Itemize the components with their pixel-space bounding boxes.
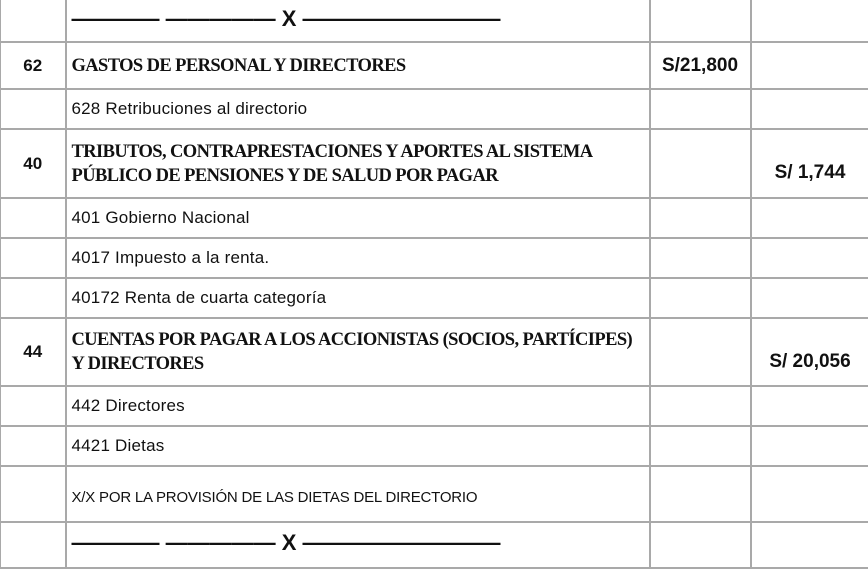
debit-amount <box>650 0 751 42</box>
credit-amount <box>751 278 868 318</box>
account-title-line2: PÚBLICO DE PENSIONES Y DE SALUD POR PAGAR <box>72 164 643 188</box>
subaccount-label: 401 Gobierno Nacional <box>72 208 643 228</box>
credit-amount <box>751 386 868 426</box>
entry-gloss: X/X POR LA PROVISIÓN DE LAS DIETAS DEL DIRECTORIO <box>72 483 643 506</box>
debit-amount <box>650 466 751 522</box>
subaccount-label: 628 Retribuciones al directorio <box>72 99 643 119</box>
subaccount-cell <box>66 278 650 318</box>
account-title: GASTOS DE PERSONAL Y DIRECTORES <box>72 54 643 78</box>
table-row <box>1 278 868 318</box>
account-title-line2: Y DIRECTORES <box>72 352 643 376</box>
table-row <box>1 0 868 42</box>
credit-amount <box>751 89 868 129</box>
account-code <box>1 278 66 318</box>
subaccount-label: 4017 Impuesto a la renta. <box>72 248 643 268</box>
debit-amount <box>650 278 751 318</box>
account-code <box>1 386 66 426</box>
subaccount-label: 4421 Dietas <box>72 436 643 456</box>
table-row <box>1 129 868 198</box>
account-code: 44 <box>1 318 66 386</box>
subaccount-label: 40172 Renta de cuarta categoría <box>72 288 643 308</box>
debit-amount <box>650 426 751 466</box>
subaccount-cell <box>66 386 650 426</box>
subaccount-label: 442 Directores <box>72 396 643 416</box>
debit-amount <box>650 522 751 568</box>
subaccount-cell <box>66 426 650 466</box>
subaccount-cell <box>66 89 650 129</box>
account-description-cell <box>66 318 650 386</box>
account-code <box>1 522 66 568</box>
entry-separator-cell <box>66 522 650 568</box>
subaccount-cell <box>66 238 650 278</box>
account-description-cell <box>66 42 650 89</box>
debit-amount <box>650 238 751 278</box>
credit-amount <box>751 0 868 42</box>
table-row <box>1 89 868 129</box>
account-code <box>1 198 66 238</box>
table-row <box>1 426 868 466</box>
table-row <box>1 318 868 386</box>
credit-amount <box>751 466 868 522</box>
debit-amount <box>650 318 751 386</box>
account-code <box>1 426 66 466</box>
credit-amount <box>751 42 868 89</box>
account-title-line1: TRIBUTOS, CONTRAPRESTACIONES Y APORTES AL SISTEMA <box>72 140 643 164</box>
entry-separator: ———— ————— X ————————— <box>72 6 643 32</box>
credit-amount <box>751 522 868 568</box>
debit-amount <box>650 198 751 238</box>
entry-separator: ———— ————— X ————————— <box>72 530 643 556</box>
debit-amount <box>650 386 751 426</box>
debit-amount: S/21,800 <box>650 42 751 89</box>
table-row <box>1 522 868 568</box>
table-row <box>1 42 868 89</box>
account-code <box>1 466 66 522</box>
account-code: 40 <box>1 129 66 198</box>
table-row <box>1 198 868 238</box>
debit-amount <box>650 129 751 198</box>
account-title-line1: CUENTAS POR PAGAR A LOS ACCIONISTAS (SOCIOS, PARTÍCIPES) <box>72 328 643 352</box>
account-code: 62 <box>1 42 66 89</box>
gloss-cell <box>66 466 650 522</box>
credit-amount <box>751 426 868 466</box>
table-row <box>1 386 868 426</box>
credit-amount: S/ 20,056 <box>751 318 868 386</box>
account-description-cell <box>66 129 650 198</box>
credit-amount: S/ 1,744 <box>751 129 868 198</box>
credit-amount <box>751 238 868 278</box>
account-code <box>1 89 66 129</box>
table-row <box>1 238 868 278</box>
credit-amount <box>751 198 868 238</box>
account-code <box>1 238 66 278</box>
debit-amount <box>650 89 751 129</box>
account-code <box>1 0 66 42</box>
subaccount-cell <box>66 198 650 238</box>
entry-separator-cell <box>66 0 650 42</box>
table-row <box>1 466 868 522</box>
